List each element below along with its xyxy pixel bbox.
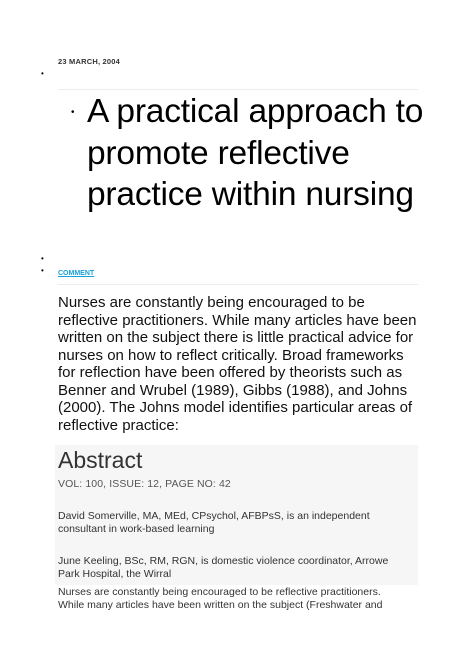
abstract-heading: Abstract (58, 447, 143, 473)
intro-paragraph: Nurses are constantly being encouraged to be reflective practitioners. While many articles have been written on the subject there is little practical advice for nurses on how to reflect critically. Broad frameworks for reflection have been offered by theorists such as Benner and Wrubel (1989), Gibbs (1988), and Johns (2000). The Johns model identifies particular areas of reflective practice: (58, 294, 417, 434)
comment-link[interactable]: COMMENT (58, 270, 95, 277)
list-bullet: • (41, 266, 44, 275)
title-bullet: • (71, 107, 75, 118)
article-title: A practical approach to promote reflective practice within nursing (87, 93, 424, 213)
author-bio: David Somerville, MA, MEd, CPsychol, AFBPsS, is an independent consultant in work-based learning (58, 510, 370, 535)
author-bio: June Keeling, BSc, RM, RGN, is domestic violence coordinator, Arrowe Park Hospital, the Wirral (58, 555, 389, 580)
divider (58, 89, 418, 90)
divider (58, 284, 418, 285)
list-bullet: • (41, 254, 44, 263)
list-bullet: • (41, 69, 44, 78)
volume-info: VOL: 100, ISSUE: 12, PAGE NO: 42 (58, 478, 231, 490)
publication-date: 23 MARCH, 2004 (58, 57, 120, 66)
abstract-text: Nurses are constantly being encouraged to be reflective practitioners. While many articles have been written on the subject (Freshwater and (58, 586, 383, 611)
